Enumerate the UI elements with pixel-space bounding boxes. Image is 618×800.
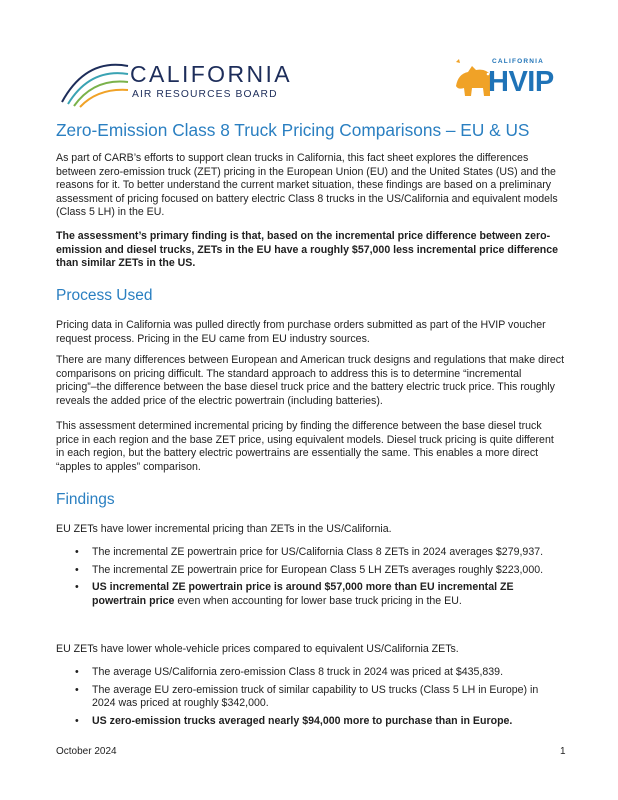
list-item: • US incremental ZE powertrain price is around $57,000 more than EU incremental ZE powertrain price even when accounting for lower base truck pricing in the EU.	[75, 581, 514, 607]
process-paragraph-3: This assessment determined incremental pricing by finding the difference between the base diesel truck price in each region and the base ZET price, using equivalent models. Diesel truck pricing is quite different in each region, but the battery electric powertrains are essentially the same. This enables a more direct “apples to apples” comparison.	[56, 420, 554, 473]
page-title: Zero-Emission Class 8 Truck Pricing Comparisons – EU & US	[56, 120, 530, 140]
carb-logo	[58, 52, 293, 112]
findings-list-1	[56, 546, 564, 612]
list-item: • The average US/California zero-emission Class 8 truck in 2024 was priced at $435,839.	[75, 666, 504, 678]
findings-list-2	[56, 666, 564, 732]
carb-arcs-icon	[58, 52, 132, 108]
list-item: • US zero-emission trucks averaged nearly $94,000 more to purchase than in Europe.	[75, 714, 513, 727]
findings-heading: Findings	[56, 491, 115, 508]
footer-date: October 2024	[56, 746, 117, 757]
list-item: • The incremental ZE powertrain price for European Class 5 LH ZETs averages roughly $223,000.	[75, 563, 544, 576]
process-heading: Process Used	[56, 287, 153, 304]
intro-paragraph: As part of CARB’s efforts to support clean trucks in California, this fact sheet explores the differences between zero-emission truck (ZET) pricing in the European Union (EU) and the United States (US) and the reasons for it. To better understand the current market situation, these findings are based on a preliminary assessment of pricing focused on battery electric Class 8 trucks in the US/California and equivalent models (Class 5 LH) in the EU.	[56, 152, 558, 219]
process-paragraph-1: Pricing data in California was pulled directly from purchase orders submitted as part of the HVIP voucher request process. Pricing in the EU came from EU industry sources.	[56, 319, 546, 345]
list-item: • The incremental ZE powertrain price for US/California Class 8 ZETs in 2024 averages $279,937.	[75, 546, 544, 558]
carb-subtitle: AIR RESOURCES BOARD	[132, 89, 278, 100]
findings-lead-1: EU ZETs have lower incremental pricing than ZETs in the US/California.	[56, 523, 392, 535]
findings-lead-2: EU ZETs have lower whole-vehicle prices compared to equivalent US/California ZETs.	[56, 643, 459, 655]
carb-name: CALIFORNIA	[130, 61, 293, 87]
process-paragraph-2: There are many differences between European and American truck designs and regulations that make direct comparisons on pricing difficult. The standard approach to address this is to determine “incremental pricing”–the difference between the base diesel truck price and the battery electric truck price. This roughly reveals the added price of the electric powertrain (including batteries).	[56, 354, 565, 407]
page-number: 1	[560, 746, 566, 757]
key-finding: The assessment’s primary finding is that, based on the incremental price difference between zero-emission and diesel trucks, ZETs in the EU have a roughly $57,000 less incremental price difference than similar ZETs in the US.	[56, 230, 559, 270]
hvip-wordmark: HVIP	[488, 66, 554, 98]
list-item: • The average EU zero-emission truck of similar capability to US trucks (Class 5 LH in Europe) in 2024 was priced at roughly $342,000.	[75, 683, 539, 710]
hvip-california-label: CALIFORNIA	[492, 58, 545, 65]
hvip-logo	[452, 56, 556, 106]
